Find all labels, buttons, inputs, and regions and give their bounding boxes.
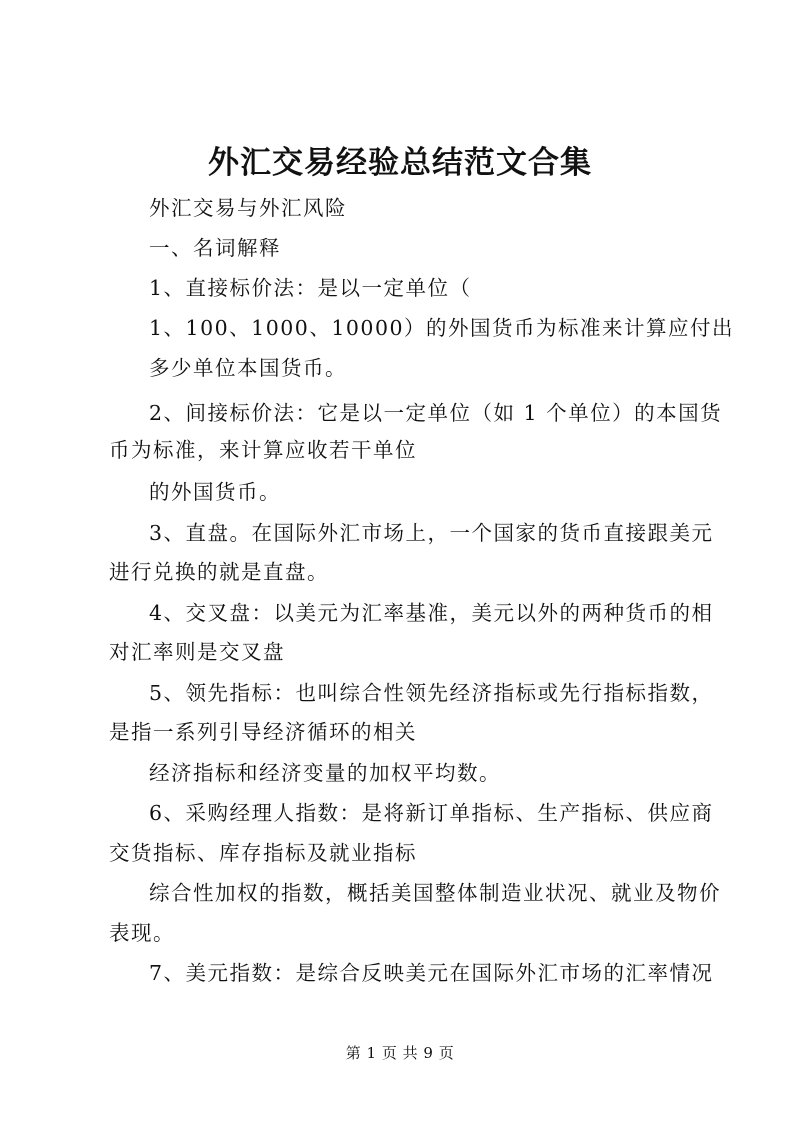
text-line: 5、领先指标：也叫综合性领先经济指标或先行指标指数，: [149, 681, 714, 705]
text-line: 一、名词解释: [149, 236, 281, 260]
text-line: 6、采购经理人指数：是将新订单指标、生产指标、供应商: [149, 801, 714, 825]
text-line: 是指一系列引导经济循环的相关: [109, 720, 417, 744]
document-title: 外汇交易经验总结范文合集: [208, 145, 592, 181]
text-line: 4、交叉盘：以美元为汇率基准，美元以外的两种货币的相: [149, 601, 714, 625]
page-footer: 第 1 页 共 9 页: [345, 1044, 455, 1062]
text-line: 3、直盘。在国际外汇市场上，一个国家的货币直接跟美元: [149, 521, 714, 545]
text-line: 1、100、1000、10000）的外国货币为标准来计算应付出: [149, 316, 735, 340]
text-line: 经济指标和经济变量的加权平均数。: [149, 761, 501, 785]
text-line: 对汇率则是交叉盘: [109, 640, 285, 664]
text-line: 多少单位本国货币。: [149, 356, 347, 380]
text-line: 进行兑换的就是直盘。: [109, 560, 329, 584]
text-line: 综合性加权的指数，概括美国整体制造业状况、就业及物价: [149, 881, 721, 905]
text-line: 2、间接标价法：它是以一定单位（如 1 个单位）的本国货: [149, 401, 723, 425]
text-line: 1、直接标价法：是以一定单位（: [149, 276, 472, 300]
text-line: 表现。: [109, 921, 175, 945]
text-line: 的外国货币。: [149, 480, 281, 504]
text-line: 币为标准，来计算应收若干单位: [109, 438, 417, 462]
text-line: 7、美元指数：是综合反映美元在国际外汇市场的汇率情况: [149, 961, 714, 985]
text-line: 交货指标、库存指标及就业指标: [109, 841, 417, 865]
text-line: 外汇交易与外汇风险: [149, 196, 347, 220]
